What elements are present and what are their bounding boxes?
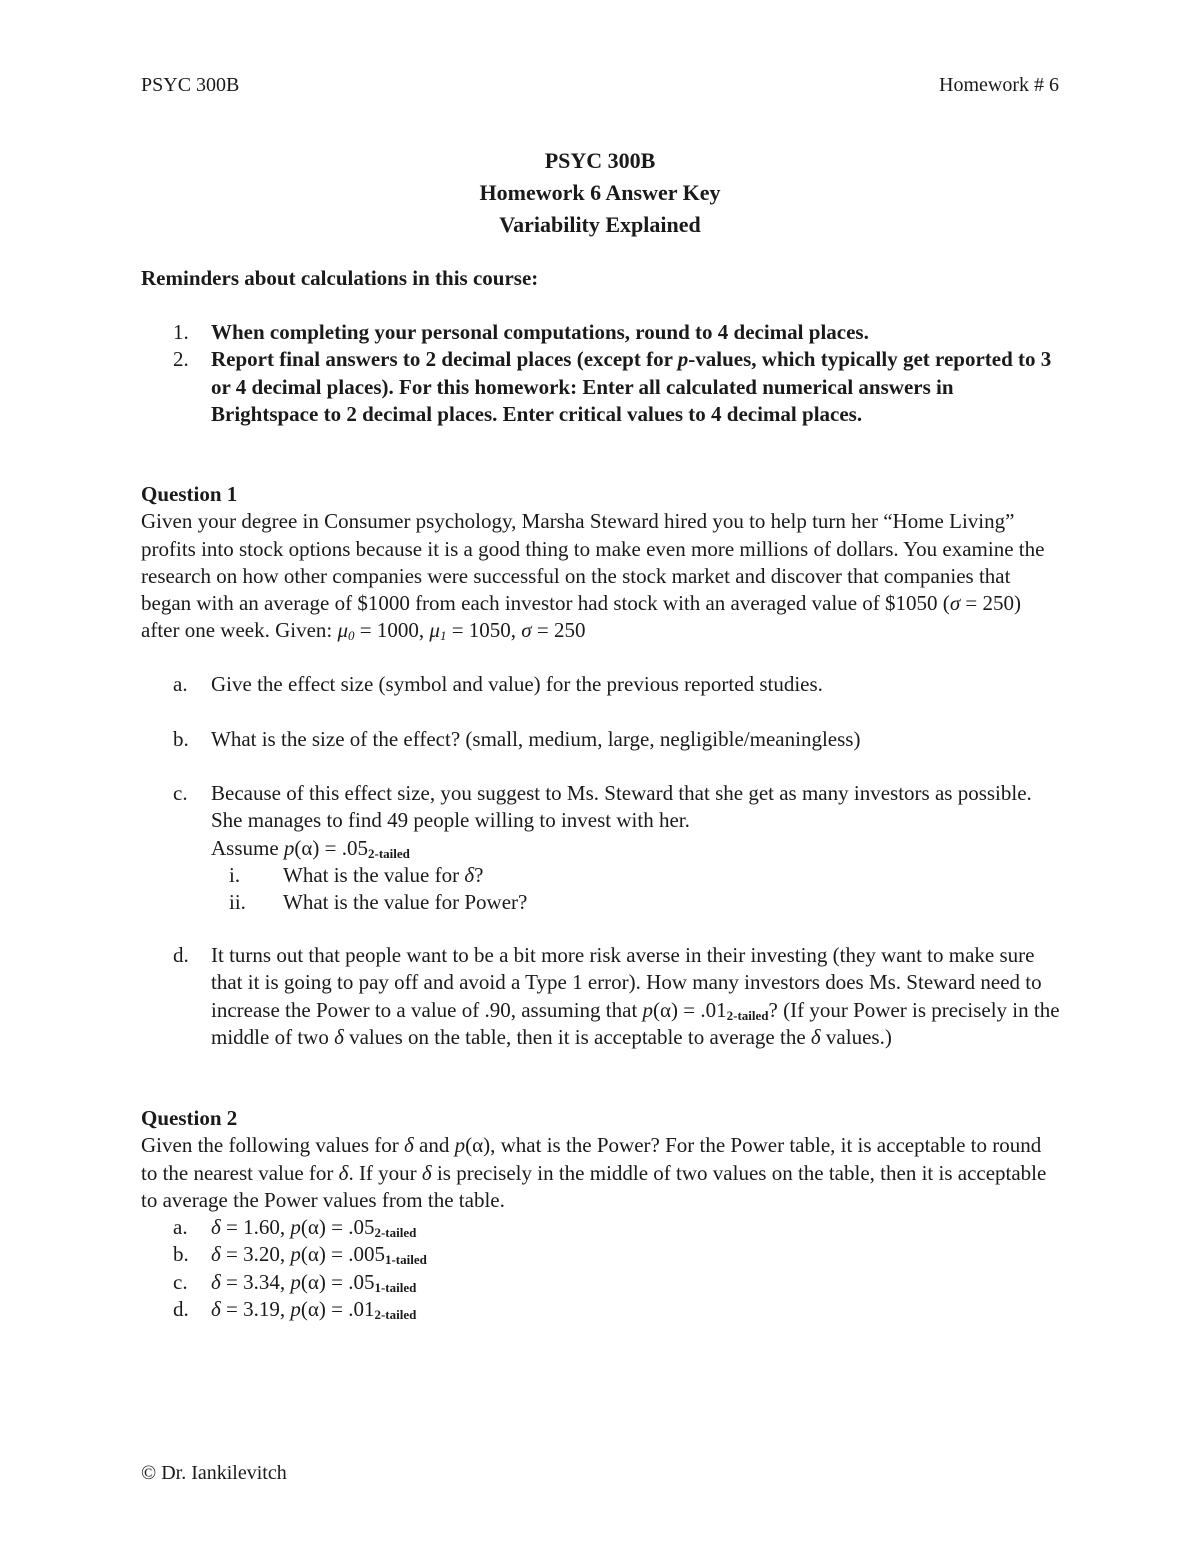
tail-subscript: 2-tailed	[368, 845, 410, 861]
p-symbol: p	[642, 997, 654, 1022]
tail-subscript: 1-tailed	[374, 1279, 417, 1295]
alpha-symbol: (α)	[300, 1297, 326, 1322]
p-symbol: p	[454, 1133, 466, 1158]
header-course: PSYC 300B	[141, 74, 240, 96]
alpha-value: = .05	[325, 1215, 375, 1240]
sub-question	[141, 780, 1061, 862]
intro-text: . If your	[348, 1160, 422, 1185]
intro-text: and	[413, 1133, 455, 1158]
alpha-value: = .01	[678, 997, 727, 1022]
question-1	[141, 481, 1061, 645]
reminder-item	[141, 346, 1061, 428]
delta-value: = 3.34,	[220, 1269, 291, 1294]
list-marker: ii.	[229, 890, 246, 915]
tail-subscript: 2-tailed	[374, 1225, 417, 1241]
alpha-value: = .05	[319, 835, 369, 860]
question-1-heading: Question 1	[141, 482, 238, 506]
list-marker: b.	[173, 727, 189, 751]
tail-subscript: 1-tailed	[384, 1252, 427, 1268]
list-marker: b.	[173, 1242, 189, 1267]
alpha-value: = .005	[325, 1242, 385, 1267]
reminder-text: When completing your personal computations, round to 4 decimal places.	[211, 320, 869, 344]
alpha-symbol: (α)	[300, 1242, 326, 1267]
delta-symbol: δ	[211, 1297, 221, 1322]
sub-question-text: What is the value for Power?	[283, 890, 528, 915]
reminder-text: Report final answers to 2 decimal places (except for	[211, 347, 678, 372]
list-marker: d.	[173, 1297, 189, 1322]
question-2-item	[141, 1241, 1061, 1268]
p-symbol: p	[290, 1242, 301, 1267]
list-marker: i.	[229, 862, 241, 887]
sigma-symbol: σ	[949, 591, 961, 616]
sub-question-text: What is the value for	[283, 862, 465, 887]
sub-question	[141, 671, 1061, 698]
delta-symbol: δ	[421, 1160, 432, 1185]
title-course: PSYC 300B	[544, 148, 656, 173]
sub-sub-question	[141, 889, 1061, 916]
sub-question-text: values.)	[820, 1024, 892, 1049]
p-symbol: p	[677, 347, 689, 372]
list-marker: a.	[173, 1215, 188, 1240]
sub-question	[141, 942, 1061, 1051]
intro-text: = 1000,	[354, 618, 430, 643]
list-marker: c.	[173, 781, 188, 805]
tail-subscript: 2-tailed	[374, 1307, 417, 1323]
delta-symbol: δ	[334, 1024, 344, 1049]
alpha-symbol: (α)	[300, 1215, 326, 1240]
alpha-symbol: (α)	[300, 1269, 326, 1294]
alpha-value: = .05	[325, 1269, 375, 1294]
assume-text: Assume	[211, 835, 284, 860]
sub-question-text: values on the table, then it is acceptable to average the	[343, 1024, 811, 1049]
sub-question-text: It turns out that people want to be a bit more risk averse in their investing (they want to make sure that it is going to pay off and avoid a Type 1 error). How many investors does Ms. Steward need to increase the Power to a value of .90, assuming that	[211, 943, 1042, 1022]
alpha-symbol: (α)	[294, 835, 320, 860]
delta-value: = 1.60,	[220, 1215, 291, 1240]
list-marker: c.	[173, 1269, 188, 1294]
intro-text: Given the following values for	[141, 1133, 405, 1158]
intro-text: is precisely in the middle of two values on the table, then it is acceptable to average the Power values from the table.	[141, 1160, 1047, 1212]
sub-question-text: ? (If your Power is precisely in the middle of two	[211, 997, 1060, 1049]
subscript: 1	[439, 628, 447, 644]
title-topic: Variability Explained	[499, 212, 701, 237]
intro-text: , what is the Power? For the Power table, it is acceptable to round to the nearest value for	[141, 1133, 1042, 1185]
sub-question-text: Because of this effect size, you suggest to Ms. Steward that she get as many investors as possible. She manages to find 49 people willing to invest with her.	[211, 781, 1032, 833]
alpha-symbol: (α)	[653, 997, 679, 1022]
mu-symbol: μ	[337, 618, 349, 643]
intro-text: = 250	[531, 618, 586, 643]
copyright-footer: © Dr. Iankilevitch	[141, 1462, 287, 1484]
reminder-item	[141, 319, 1061, 346]
p-symbol: p	[290, 1297, 301, 1322]
question-2-heading: Question 2	[141, 1106, 238, 1130]
question-2-item	[141, 1269, 1061, 1296]
delta-value: = 3.19,	[220, 1297, 291, 1322]
delta-symbol: δ	[338, 1160, 349, 1185]
document-title	[0, 145, 1200, 241]
question-1-c	[141, 780, 1061, 916]
sub-question	[141, 726, 1061, 753]
alpha-symbol: (α)	[465, 1133, 491, 1158]
delta-symbol: δ	[464, 862, 475, 887]
question-2	[141, 1105, 1061, 1323]
sub-question-text: ?	[474, 862, 484, 887]
p-symbol: p	[290, 1215, 301, 1240]
delta-symbol: δ	[810, 1024, 821, 1049]
question-2-item	[141, 1296, 1061, 1323]
list-marker: d.	[173, 943, 189, 967]
delta-symbol: δ	[211, 1242, 221, 1267]
list-marker: 1.	[173, 320, 189, 344]
p-symbol: p	[283, 835, 295, 860]
alpha-value: = .01	[325, 1297, 375, 1322]
sub-sub-question	[141, 862, 1061, 889]
header-homework: Homework # 6	[939, 74, 1059, 96]
list-marker: 2.	[173, 347, 189, 372]
sub-question-text: What is the size of the effect? (small, medium, large, negligible/meaningless)	[211, 727, 861, 751]
sigma-symbol: σ	[521, 618, 532, 643]
question-1-b	[141, 726, 1061, 753]
subscript: 0	[348, 628, 355, 644]
delta-value: = 3.20,	[220, 1242, 291, 1267]
intro-text: = 250) after one week. Given:	[141, 591, 1022, 643]
title-homework: Homework 6 Answer Key	[479, 180, 721, 205]
reminders-section	[141, 265, 1061, 292]
delta-symbol: δ	[211, 1269, 221, 1294]
intro-text: Given your degree in Consumer psychology, Marsha Steward hired you to help turn her “Home Living” profits into stock options because it is a good thing to make even more millions of dollars. You examine the research on how other companies were successful on the stock market and discover that companies that began with an average of $1000 from each investor had stock with an averaged value of $1050 (	[141, 509, 1045, 616]
reminders-list	[141, 319, 1061, 428]
question-2-intro	[141, 1132, 1061, 1214]
reminder-text: -values, which typically get reported to 3 or 4 decimal places). For this homework: Enter all calculated numerical answers in Brightspace to 2 decimal places. Enter critical values to 4 decimal places.	[211, 347, 1052, 426]
mu-symbol: μ	[429, 618, 440, 643]
delta-symbol: δ	[211, 1215, 221, 1240]
intro-text: = 1050,	[446, 618, 522, 643]
question-1-d	[141, 942, 1061, 1051]
tail-subscript: 2-tailed	[726, 1007, 769, 1023]
question-1-intro	[141, 508, 1061, 644]
delta-symbol: δ	[404, 1133, 414, 1158]
p-symbol: p	[290, 1269, 301, 1294]
reminders-heading: Reminders about calculations in this course:	[141, 266, 539, 290]
sub-question-text: Give the effect size (symbol and value) for the previous reported studies.	[211, 672, 823, 696]
list-marker: a.	[173, 672, 188, 696]
question-2-item	[141, 1214, 1061, 1241]
question-1-a	[141, 671, 1061, 698]
